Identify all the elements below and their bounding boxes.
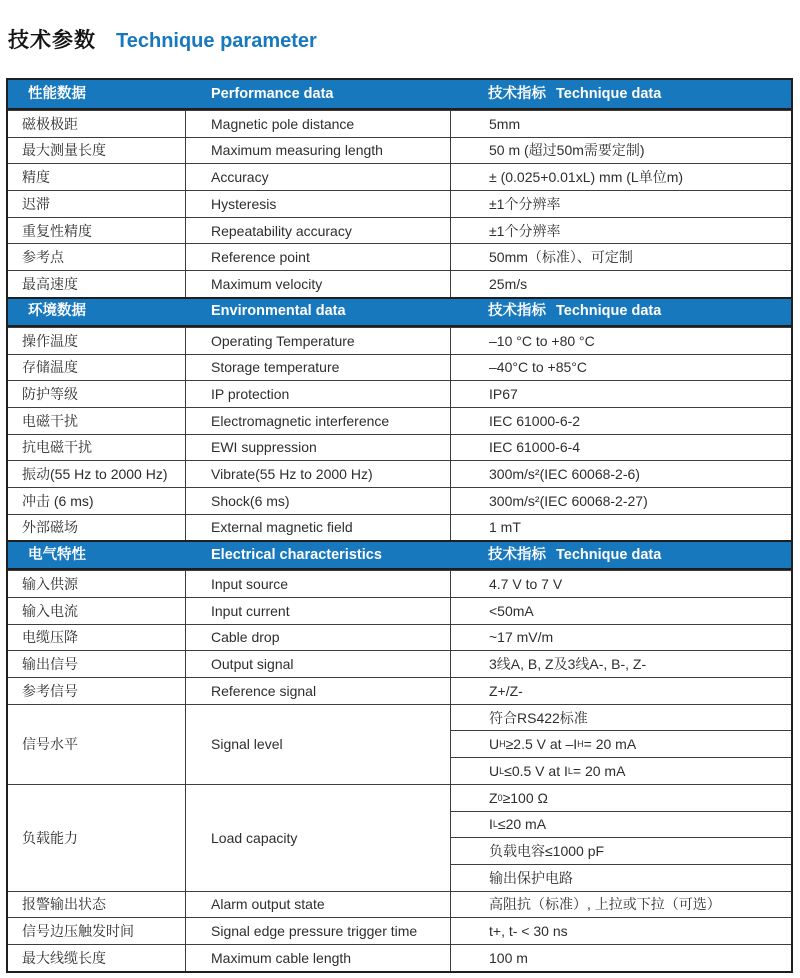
param-value (450, 461, 791, 487)
page-title-en: Technique parameter (116, 30, 317, 52)
param-name-en: IP protection (185, 381, 450, 407)
param-value (450, 515, 791, 541)
spec-row (8, 624, 791, 651)
param-name-zh: 存储温度 (22, 359, 78, 376)
param-value (450, 271, 791, 297)
table-section (8, 80, 791, 297)
param-value-line: 符合RS422标准 (489, 709, 588, 726)
param-value (450, 625, 791, 651)
param-value-line: 300m/s²(IEC 60068-2-27) (489, 492, 648, 509)
param-value-line: Z 0 ≥100 Ω (489, 789, 548, 806)
spec-row (8, 487, 791, 514)
param-value-line: 50mm（标准）、可定制 (489, 249, 633, 266)
spec-row (8, 190, 791, 217)
param-name-en: Cable drop (185, 625, 450, 651)
param-name-zh: 冲击 (6 ms) (22, 492, 94, 509)
param-value (450, 328, 791, 354)
param-value-line: U L ≤0.5 V at I L = 20 mA (451, 757, 791, 784)
param-name-en: Magnetic pole distance (185, 111, 450, 137)
param-value (450, 918, 791, 944)
param-value (450, 488, 791, 514)
param-name-en: Load capacity (185, 785, 450, 891)
param-name-en: Input current (185, 598, 450, 624)
param-value-line: IEC 61000-6-2 (489, 412, 581, 429)
page-title-zh: 技术参数 (8, 29, 96, 52)
param-name-en: Accuracy (185, 164, 450, 190)
param-value-line: IEC 61000-6-4 (489, 439, 581, 456)
param-name-zh: 最高速度 (22, 275, 78, 292)
param-name-zh: 电磁干扰 (22, 412, 78, 429)
technique-parameter-table (6, 78, 793, 973)
param-name-zh: 信号边压触发时间 (22, 923, 134, 940)
param-name-zh: 迟滞 (22, 195, 50, 212)
section-header-row (8, 297, 791, 327)
param-name-en: Operating Temperature (185, 328, 450, 354)
spec-row (8, 434, 791, 461)
section-header-en: Environmental data (211, 303, 346, 320)
param-name-en: Alarm output state (185, 892, 450, 918)
param-name-en: Vibrate(55 Hz to 2000 Hz) (185, 461, 450, 487)
param-name-en: Signal level (185, 705, 450, 784)
param-name-zh: 负载能力 (22, 829, 78, 846)
section-header-en: Performance data (211, 85, 334, 102)
param-value (450, 435, 791, 461)
spec-row (8, 270, 791, 297)
section-header-en: Electrical characteristics (211, 546, 382, 563)
spec-row (8, 217, 791, 244)
spec-row (8, 460, 791, 487)
param-name-zh: 最大线缆长度 (22, 949, 106, 966)
param-name-zh: 信号水平 (22, 736, 78, 753)
param-name-en: External magnetic field (185, 515, 450, 541)
spec-row (8, 110, 791, 137)
param-value-line: 25m/s (489, 275, 528, 292)
param-value (450, 705, 791, 784)
param-value-line: –40°C to +85°C (489, 359, 587, 376)
param-name-en: Storage temperature (185, 355, 450, 381)
param-value-line: ~17 mV/m (489, 629, 554, 646)
section-header-zh: 电气特性 (28, 546, 86, 563)
param-value (450, 381, 791, 407)
param-name-zh: 抗电磁干扰 (22, 439, 92, 456)
param-value (450, 785, 791, 891)
param-name-en: Shock(6 ms) (185, 488, 450, 514)
section-header-zh: 性能数据 (28, 85, 86, 102)
param-name-en: Maximum measuring length (185, 138, 450, 164)
param-name-zh: 报警输出状态 (22, 896, 106, 913)
param-name-zh: 输出信号 (22, 656, 78, 673)
param-name-zh: 最大测量长度 (22, 142, 106, 159)
param-value (450, 355, 791, 381)
spec-row (8, 944, 791, 971)
param-value-line: 1 mT (489, 519, 521, 536)
param-value (450, 408, 791, 434)
section-header-row (8, 80, 791, 110)
param-name-zh: 外部磁场 (22, 519, 78, 536)
spec-row (8, 243, 791, 270)
param-value (450, 945, 791, 971)
param-value-line: <50mA (489, 602, 534, 619)
param-value (450, 218, 791, 244)
param-value-line: U H ≥2.5 V at –I H = 20 mA (451, 730, 791, 757)
spec-row (8, 380, 791, 407)
spec-row (8, 891, 791, 918)
param-name-en: Signal edge pressure trigger time (185, 918, 450, 944)
spec-row (8, 704, 791, 784)
param-name-en: Reference point (185, 244, 450, 270)
param-value-line: Z+/Z- (489, 682, 523, 699)
param-value (450, 678, 791, 704)
param-value-line: 4.7 V to 7 V (489, 576, 563, 593)
param-value (450, 244, 791, 270)
param-value-line: IP67 (489, 385, 518, 402)
param-value-line: t+, t- < 30 ns (489, 923, 568, 940)
param-name-zh: 重复性精度 (22, 222, 92, 239)
param-name-zh: 参考信号 (22, 682, 78, 699)
table-section (8, 540, 791, 970)
param-value (450, 191, 791, 217)
section-header-zh: 环境数据 (28, 303, 86, 320)
value-column-header (450, 542, 791, 568)
param-value (450, 138, 791, 164)
spec-row (8, 597, 791, 624)
value-header-zh: 技术指标 (488, 546, 546, 563)
param-value-line: ±1个分辨率 (489, 195, 561, 212)
spec-row (8, 407, 791, 434)
param-value (450, 164, 791, 190)
param-name-zh: 输入电流 (22, 602, 78, 619)
param-name-en: Maximum velocity (185, 271, 450, 297)
value-header-zh: 技术指标 (488, 85, 546, 102)
spec-row (8, 570, 791, 597)
value-header-en: Technique data (556, 546, 662, 563)
param-name-en: Hysteresis (185, 191, 450, 217)
spec-row (8, 327, 791, 354)
param-name-zh: 操作温度 (22, 332, 78, 349)
section-header-row (8, 540, 791, 570)
table-section (8, 297, 791, 541)
param-name-en: EWI suppression (185, 435, 450, 461)
param-value-line: 3线A, B, Z及3线A-, B-, Z- (489, 656, 647, 673)
param-value-line: 100 m (489, 949, 528, 966)
spec-row (8, 514, 791, 541)
param-name-zh: 磁极极距 (22, 115, 78, 132)
param-value-line: ± (0.025+0.01xL) mm (L单位m) (489, 169, 684, 186)
param-name-zh: 精度 (22, 169, 50, 186)
param-value (450, 571, 791, 597)
spec-row (8, 137, 791, 164)
param-name-en: Repeatability accuracy (185, 218, 450, 244)
param-name-zh: 防护等级 (22, 385, 78, 402)
spec-row (8, 917, 791, 944)
param-value-line: I L ≤20 mA (451, 811, 791, 838)
param-name-zh: 振动(55 Hz to 2000 Hz) (22, 466, 168, 483)
spec-row (8, 677, 791, 704)
param-name-zh: 电缆压降 (22, 629, 78, 646)
page-title (8, 24, 317, 54)
param-name-zh: 输入供源 (22, 576, 78, 593)
param-value-line: ±1个分辨率 (489, 222, 561, 239)
param-name-en: Maximum cable length (185, 945, 450, 971)
param-value-line: 高阻抗（标准）, 上拉或下拉（可选） (489, 896, 721, 913)
value-column-header (450, 80, 791, 108)
param-name-zh: 参考点 (22, 249, 64, 266)
spec-row (8, 354, 791, 381)
param-value-line: –10 °C to +80 °C (489, 332, 595, 349)
param-value-line: 5mm (489, 115, 521, 132)
param-value-line: 输出保护电路 (451, 864, 791, 891)
value-header-en: Technique data (556, 85, 662, 102)
param-value (450, 651, 791, 677)
param-value (450, 892, 791, 918)
value-header-zh: 技术指标 (488, 303, 546, 320)
param-name-en: Output signal (185, 651, 450, 677)
param-value (450, 598, 791, 624)
spec-row (8, 163, 791, 190)
param-name-en: Reference signal (185, 678, 450, 704)
value-column-header (450, 299, 791, 325)
value-header-en: Technique data (556, 303, 662, 320)
param-value-line: 300m/s²(IEC 60068-2-6) (489, 466, 640, 483)
spec-row (8, 784, 791, 891)
param-value-line: 负载电容≤1000 pF (451, 837, 791, 864)
param-value-line: 50 m (超过50m需要定制) (489, 142, 645, 159)
spec-row (8, 650, 791, 677)
param-name-en: Electromagnetic interference (185, 408, 450, 434)
param-value (450, 111, 791, 137)
param-name-en: Input source (185, 571, 450, 597)
